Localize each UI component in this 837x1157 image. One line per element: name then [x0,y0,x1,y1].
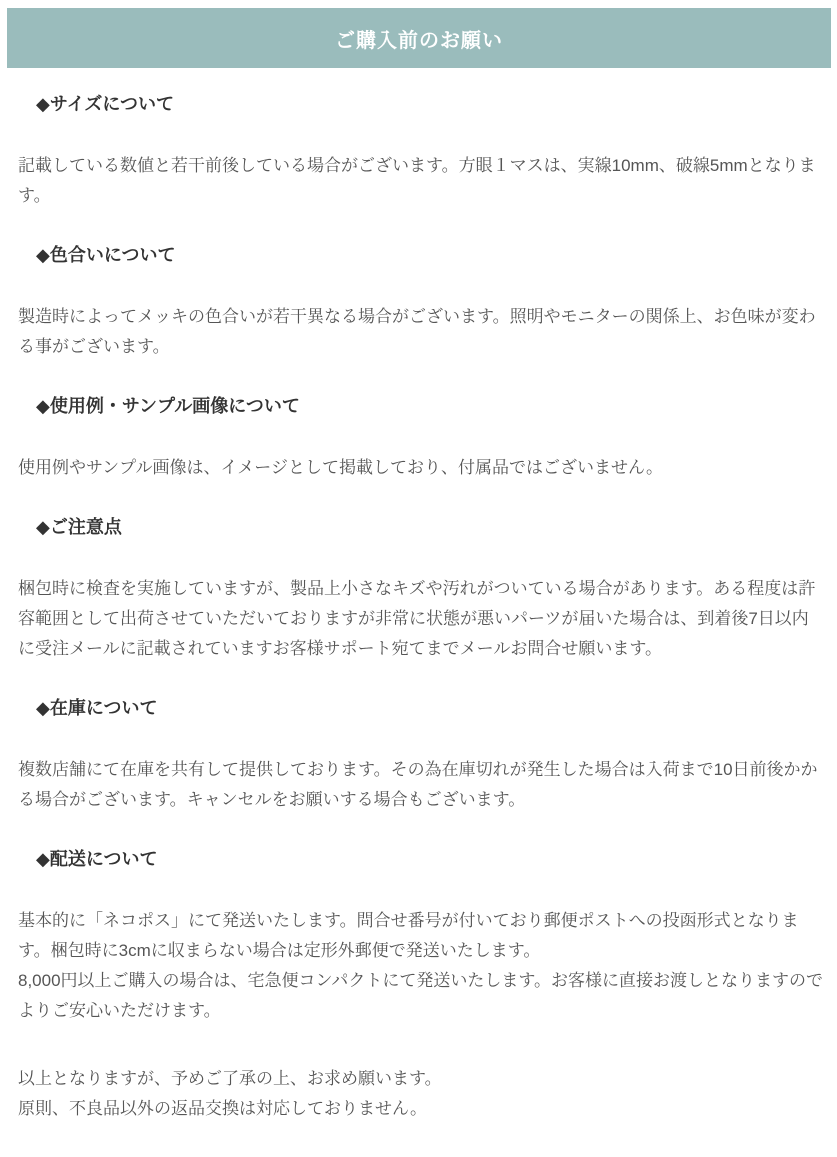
section-heading-sample-images: ◆使用例・サンプル画像について [36,396,300,416]
section-paragraph-stock: 複数店舗にて在庫を共有して提供しております。その為在庫切れが発生した場合は入荷まで10日前後かかる場合がございます。キャンセルをお願いする場合もございます。 [18,760,818,809]
section-cautions [0,516,837,664]
section-paragraph-color: 製造時によってメッキの色合いが若干異なる場合がございます。照明やモニターの関係上、お色味が変わる事がございます。 [18,307,816,356]
section-heading-size: ◆サイズについて [36,94,175,114]
closing-line-2: 原則、不良品以外の返品交換は対応しておりません。 [18,1099,428,1118]
page-header [7,8,831,68]
closing-note [0,1064,837,1124]
page-title: ご購入前のお願い [335,29,503,52]
section-color [0,244,837,362]
section-heading-cautions: ◆ご注意点 [36,517,122,537]
section-heading-shipping: ◆配送について [36,849,158,869]
section-paragraph-size: 記載している数値と若干前後している場合がございます。方眼１マスは、実線10mm、破線5mmとなります。 [18,156,816,205]
section-paragraph-sample-images: 使用例やサンプル画像は、イメージとして掲載しており、付属品ではございません。 [18,458,663,477]
section-sample-images [0,395,837,483]
closing-line-1: 以上となりますが、予めご了承の上、お求め願います。 [18,1069,442,1088]
section-size [0,93,837,211]
section-stock [0,697,837,815]
section-paragraph-shipping-2: 8,000円以上ご購入の場合は、宅急便コンパクトにて発送いたします。お客様に直接お渡しとなりますのでよりご安心いただけます。 [18,971,823,1020]
section-paragraph-cautions: 梱包時に検査を実施していますが、製品上小さなキズや汚れがついている場合があります。ある程度は許容範囲として出荷させていただいておりますが非常に状態が悪いパーツが届いた場合は、到着後7日以内に受注メールに記載されていますお客様サポート宛てまでメールお問合せ願います。 [18,579,816,658]
section-heading-stock: ◆在庫について [36,698,158,718]
section-shipping [0,848,837,1026]
section-paragraph-shipping-1: 基本的に「ネコポス」にて発送いたします。問合せ番号が付いており郵便ポストへの投函形式となります。梱包時に3cmに収まらない場合は定形外郵便で発送いたします。 [18,911,799,960]
section-heading-color: ◆色合いについて [36,245,176,265]
